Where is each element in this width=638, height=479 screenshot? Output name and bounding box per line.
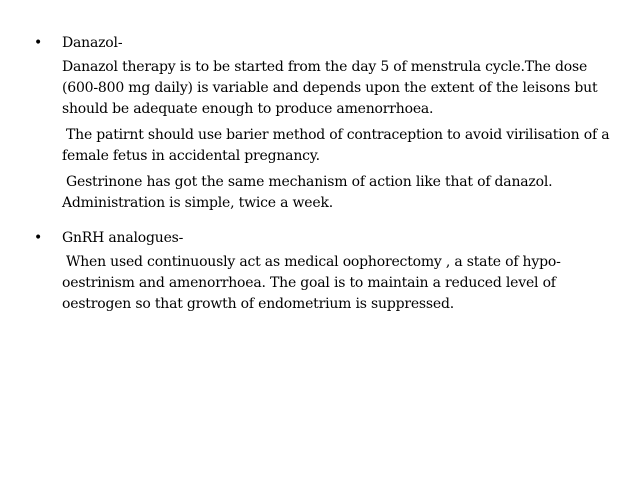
- bullet-marker: •: [34, 230, 43, 246]
- paragraph: When used continuously act as medical oophorectomy , a state of hypo-oestrinism and amenorrhoea. The goal is to maintain a reduced level of oestrogen so that growth of endometrium is suppressed.: [62, 254, 561, 312]
- paragraph: Danazol therapy is to be started from the day 5 of menstrula cycle.The dose (600-800 mg daily) is variable and depends upon the extent of the leisons but should be adequate enough to produce amenorrhoea.: [62, 59, 598, 117]
- bullet-content: [62, 228, 614, 315]
- bullet-marker: •: [34, 35, 43, 51]
- bullet-content: [62, 33, 614, 214]
- bullet-gnrh-analogues: [34, 228, 614, 315]
- paragraph: The patirnt should use barier method of contraception to avoid virilisation of a female fetus in accidental pregnancy.: [62, 127, 610, 164]
- bullet-danazol: [34, 33, 614, 214]
- paragraph: Gestrinone has got the same mechanism of action like that of danazol. Administration is simple, twice a week.: [62, 174, 553, 211]
- bullet-heading: GnRH analogues-: [62, 230, 184, 246]
- bullet-heading: Danazol-: [62, 35, 123, 51]
